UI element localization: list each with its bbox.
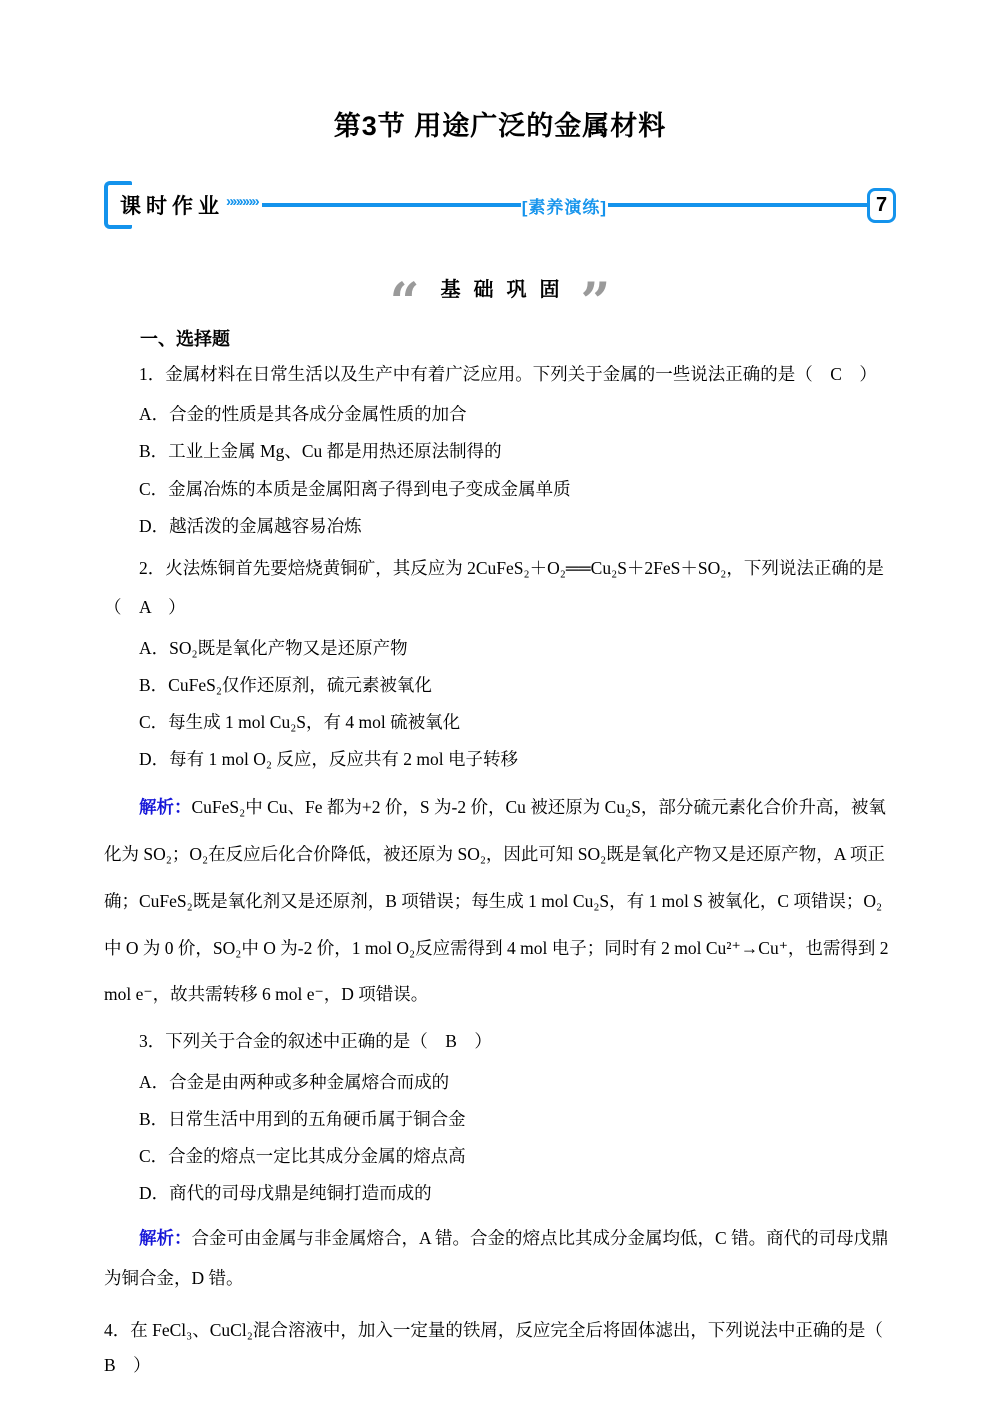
- rule-line-left: [262, 203, 521, 207]
- question-4-stem: 4．在 FeCl₃、CuCl₂混合溶液中，加入一定量的铁屑，反应完全后将固体滤出，下列说法中正确的是（ B ）: [104, 1319, 901, 1375]
- question-2: [104, 549, 896, 1019]
- page-title: 第3节 用途广泛的金属材料: [333, 111, 667, 141]
- question-2-analysis: [104, 784, 896, 1018]
- question-1-stem: 1．金属材料在日常生活以及生产中有着广泛应用。下列关于金属的一些说法正确的是（ C ）: [139, 364, 877, 384]
- drill-label: [素养演练]: [521, 197, 608, 217]
- analysis-text: CuFeS₂中 Cu、Fe 都为+2 价，S 为-2 价，Cu 被还原为 Cu₂S，部分硫元素化合价升高，被氧化为 SO₂；O₂在反应后化合价降低，被还原为 SO₂，因此可知 SO₂既是氧化产物又是还原产物，A 项正确；CuFeS₂既是氧化剂又是还原剂，B 项错误；每生成 1 mol Cu₂S，有 1 mol S 被氧化，C 项错误；O₂中 O 为 0 价，SO₂中 O 为-2 价，1 mol O₂反应需得到 4 mol 电子；同时有 2 mol Cu²⁺→Cu⁺，也需得到 2 mol e⁻，故共需转移 6 mol e⁻，D 项错误。: [104, 796, 889, 1005]
- question-1-option-d: D．越活泼的金属越容易冶炼: [139, 515, 362, 536]
- part-label: 一、选择题: [140, 329, 230, 349]
- chevrons-icon: »»»»»: [226, 192, 258, 210]
- question-2-stem: 2．火法炼铜首先要焙烧黄铜矿，其反应为 2CuFeS₂＋O₂══Cu₂S＋2FeS＋SO₂，下列说法正确的是（ A ）: [104, 557, 884, 618]
- section-title: 基础巩固: [440, 278, 573, 301]
- question-1-option-c: C．金属冶炼的本质是金属阳离子得到电子变成金属单质: [139, 478, 571, 499]
- question-3-analysis: [104, 1218, 896, 1299]
- homework-label: 课时作业: [120, 195, 224, 218]
- question-3-option-b: B．日常生活中用到的五角硬币属于铜合金: [139, 1108, 466, 1129]
- question-2-option-d: D．每有 1 mol O₂ 反应，反应共有 2 mol 电子转移: [139, 748, 518, 769]
- question-1: [104, 355, 896, 545]
- analysis-text: 合金可由金属与非金属熔合，A 错。合金的熔点比其成分金属均低，C 错。商代的司母戊鼎为铜合金，D 错。: [104, 1228, 889, 1289]
- question-2-option-a: A．SO₂既是氧化产物又是还原产物: [139, 637, 408, 658]
- question-3-option-d: D．商代的司母戊鼎是纯铜打造而成的: [139, 1182, 432, 1203]
- question-1-option-b: B．工业上金属 Mg、Cu 都是用热还原法制得的: [139, 441, 502, 462]
- rule-line-right: [608, 203, 867, 207]
- question-3: [104, 1022, 896, 1298]
- question-3-option-a: A．合金是由两种或多种金属熔合而成的: [139, 1071, 450, 1092]
- section-heading: “ 基础巩固 ”: [389, 272, 611, 333]
- question-3-option-c: C．合金的熔点一定比其成分金属的熔点高: [139, 1145, 466, 1166]
- header-left-block: [104, 179, 262, 231]
- question-2-option-b: B．CuFeS₂仅作还原剂，硫元素被氧化: [139, 674, 432, 695]
- analysis-label: 解析：: [139, 796, 192, 817]
- question-1-option-a: A．合金的性质是其各成分金属性质的加合: [139, 404, 467, 425]
- question-3-stem: 3．下列关于合金的叙述中正确的是（ B ）: [139, 1031, 492, 1052]
- question-2-option-c: C．每生成 1 mol Cu₂S，有 4 mol 硫被氧化: [139, 711, 461, 732]
- analysis-label: 解析：: [139, 1228, 192, 1249]
- question-4: [104, 1313, 901, 1383]
- header-rule-bar: [104, 179, 896, 231]
- page-number-badge: 7: [867, 188, 896, 223]
